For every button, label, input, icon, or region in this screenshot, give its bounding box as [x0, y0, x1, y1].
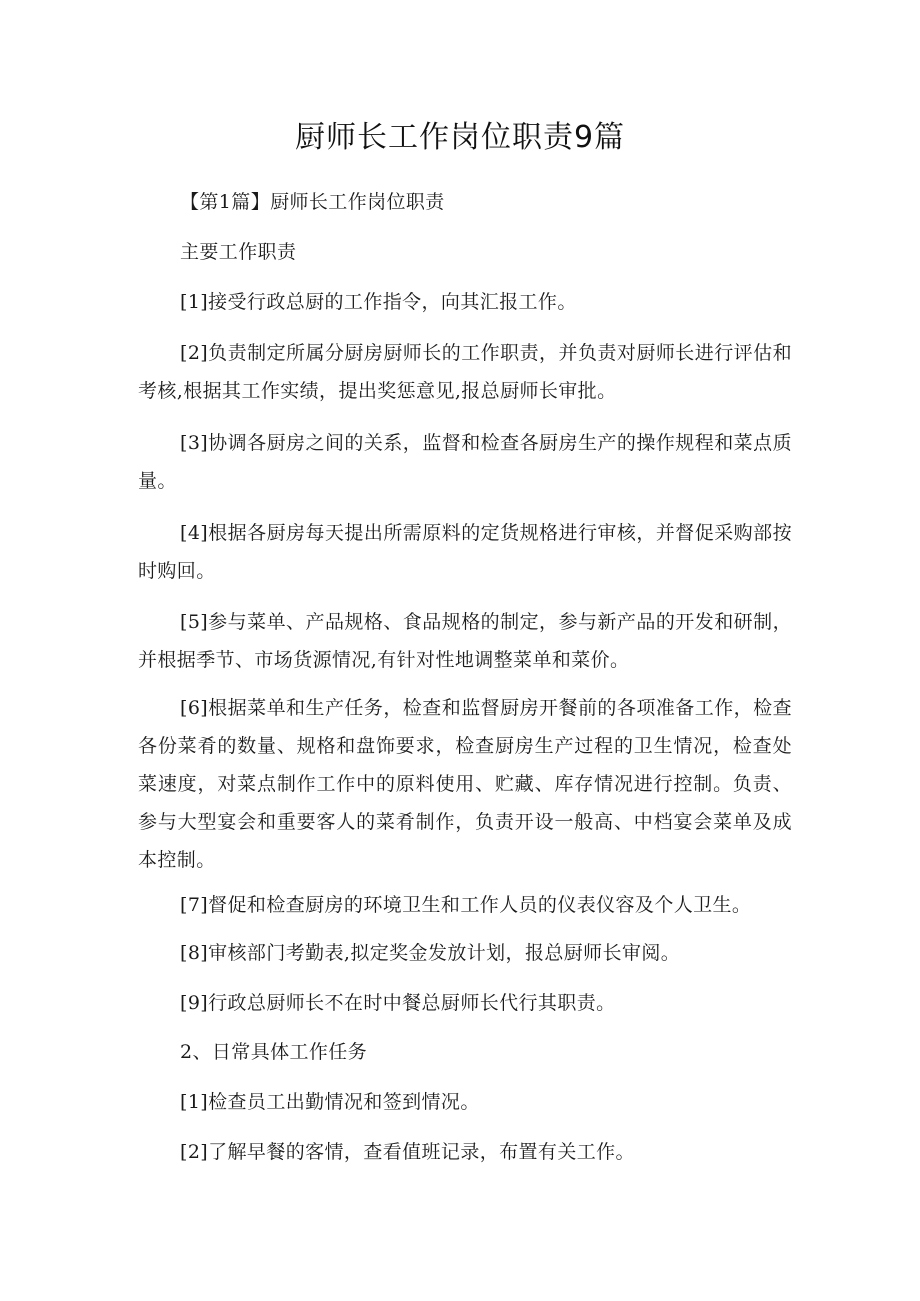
duty-item-6: [6]根据菜单和生产任务，检查和监督厨房开餐前的各项准备工作，检查各份菜肴的数量、规格和盘饰要求，检查厨房生产过程的卫生情况，检查处菜速度，对菜点制作工作中的原料使用、贮藏、库存情况进行控制。负责、参与大型宴会和重要客人的菜肴制作，负责开设一般高、中档宴会菜单及成本控制。: [138, 697, 792, 871]
duty-item-8: [8]审核部门考勤表,拟定奖金发放计划，报总厨师长审阅。: [180, 942, 681, 964]
duty-item-1: [1]接受行政总厨的工作指令，向其汇报工作。: [180, 291, 577, 313]
subheading-daily-tasks: 2、日常具体工作任务: [180, 1041, 368, 1063]
duty-item-2: [2]负责制定所属分厨房厨师长的工作职责，并负责对厨师长进行评估和考核,根据其工作实绩，提出奖惩意见,报总厨师长审批。: [138, 342, 792, 402]
section-heading: 【第1篇】厨师长工作岗位职责: [180, 191, 445, 213]
document-title: 厨师长工作岗位职责9篇: [294, 120, 626, 155]
daily-item-2: [2]了解早餐的客情，查看值班记录，布置有关工作。: [180, 1141, 635, 1163]
daily-item-1: [1]检查员工出勤情况和签到情况。: [180, 1091, 480, 1113]
duty-item-7: [7]督促和检查厨房的环境卫生和工作人员的仪表仪容及个人卫生。: [180, 894, 752, 916]
subheading-main-duties: 主要工作职责: [180, 241, 297, 263]
duty-item-5: [5]参与菜单、产品规格、食品规格的制定，参与新产品的开发和研制，并根据季节、市场货源情况,有针对性地调整菜单和菜价。: [138, 611, 792, 671]
duty-item-3: [3]协调各厨房之间的关系，监督和检查各厨房生产的操作规程和菜点质量。: [138, 432, 792, 492]
duty-item-4: [4]根据各厨房每天提出所需原料的定货规格进行审核，并督促采购部按时购回。: [138, 522, 792, 582]
duty-item-9: [9]行政总厨师长不在时中餐总厨师长代行其职责。: [180, 992, 616, 1014]
